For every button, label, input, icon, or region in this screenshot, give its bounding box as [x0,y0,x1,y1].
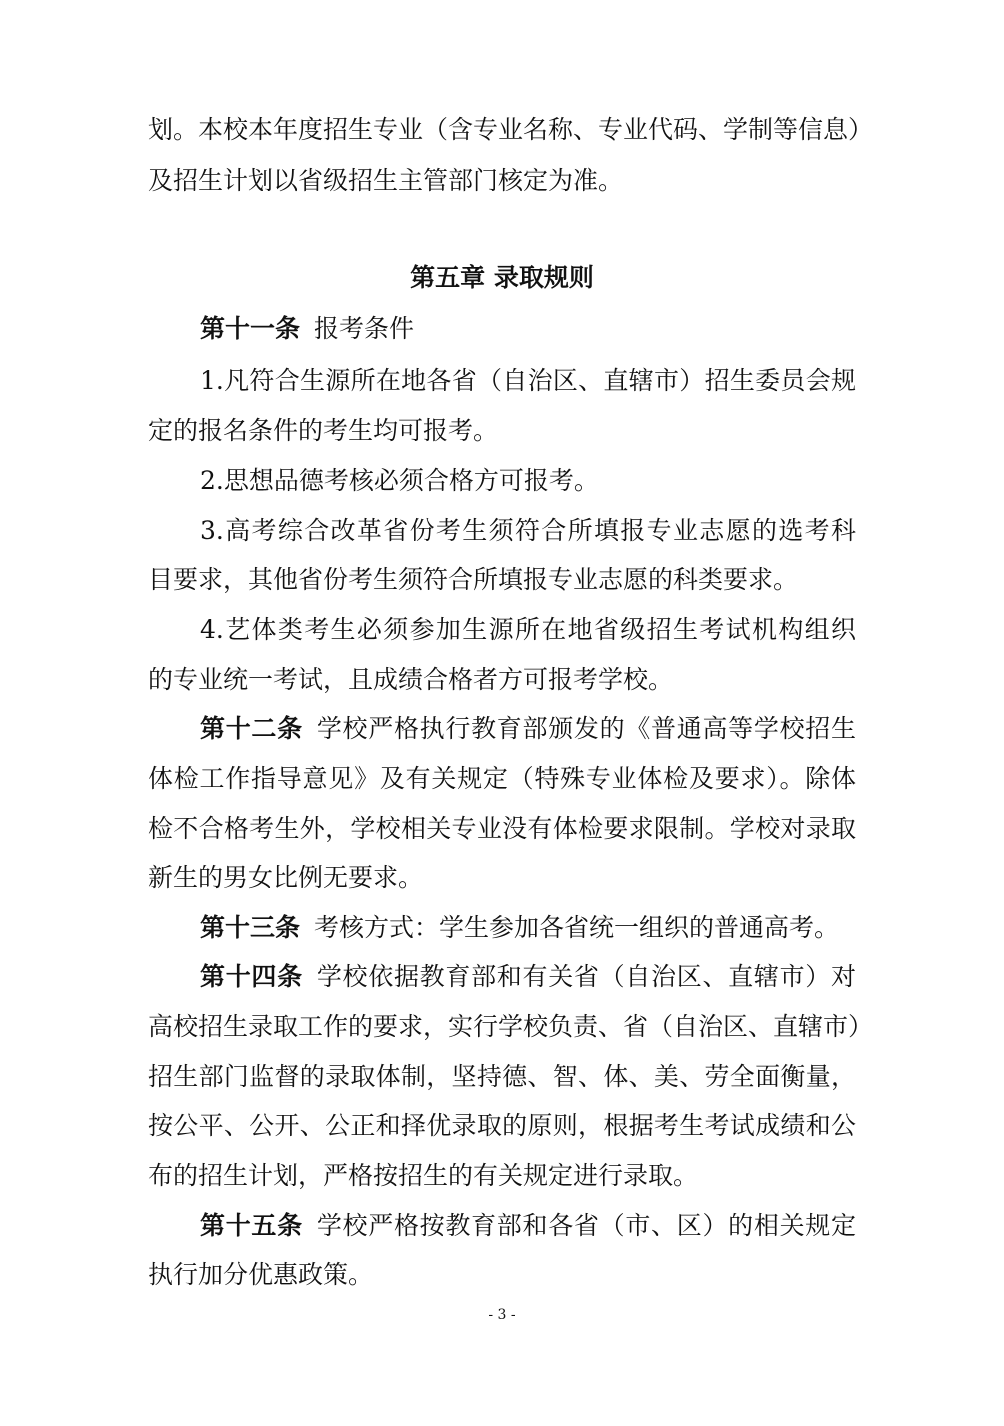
article-14-line-3: 招生部门监督的录取体制，坚持德、智、体、美、劳全面衡量， [148,1062,856,1091]
article-12-lead: 第十二条 [200,714,303,743]
article-11-item-1-line-1: 1.凡符合生源所在地各省（自治区、直辖市）招生委员会规 [200,366,856,395]
article-11-item-3-line-1: 3.高考综合改革省份考生须符合所填报专业志愿的选考科 [200,516,856,545]
article-15-line-2: 执行加分优惠政策。 [148,1260,374,1289]
article-12-line-2: 体检工作指导意见》及有关规定（特殊专业体检及要求）。除体 [148,764,856,793]
article-11-heading [200,314,856,344]
article-12-line-1 [200,714,856,744]
article-13-lead: 第十三条 [200,913,301,942]
article-11-lead: 第十一条 [200,314,301,343]
paragraph-continuation-line-2: 及招生计划以省级招生主管部门核定为准。 [148,166,624,195]
article-12-text-1: 学校严格执行教育部颁发的《普通高等学校招生 [316,714,856,743]
article-14-text-1: 学校依据教育部和有关省（自治区、直辖市）对 [316,962,856,991]
article-14-line-4: 按公平、公开、公正和择优录取的原则，根据考生考试成绩和公 [148,1111,856,1140]
page-number: - 3 - [488,1307,516,1323]
article-13-line-1 [200,913,856,943]
article-11-item-4-line-2: 的专业统一考试，且成绩合格者方可报考学校。 [148,665,674,694]
article-14-line-2: 高校招生录取工作的要求，实行学校负责、省（自治区、直辖市） [148,1012,874,1041]
article-11-title: 报考条件 [314,314,415,343]
paragraph-continuation-line-1: 划。本校本年度招生专业（含专业名称、专业代码、学制等信息） [148,115,874,144]
article-15-text-1: 学校严格按教育部和各省（市、区）的相关规定 [316,1211,856,1240]
article-11-item-2: 2.思想品德考核必须合格方可报考。 [200,466,599,495]
article-14-line-1 [200,962,856,992]
article-11-item-3-line-2: 目要求，其他省份考生须符合所填报专业志愿的科类要求。 [148,565,799,594]
article-11-item-1-line-2: 定的报名条件的考生均可报考。 [148,416,499,445]
article-13-text-1: 考核方式：学生参加各省统一组织的普通高考。 [314,913,840,942]
article-15-lead: 第十五条 [200,1211,303,1240]
article-12-line-4: 新生的男女比例无要求。 [148,863,424,892]
article-11-item-4-line-1: 4.艺体类考生必须参加生源所在地省级招生考试机构组织 [200,615,856,644]
article-15-line-1 [200,1211,856,1241]
article-14-line-5: 布的招生计划，严格按招生的有关规定进行录取。 [148,1161,699,1190]
article-14-lead: 第十四条 [200,962,303,991]
article-12-line-3: 检不合格考生外，学校相关专业没有体检要求限制。学校对录取 [148,814,856,843]
chapter-title: 第五章 录取规则 [410,263,594,292]
